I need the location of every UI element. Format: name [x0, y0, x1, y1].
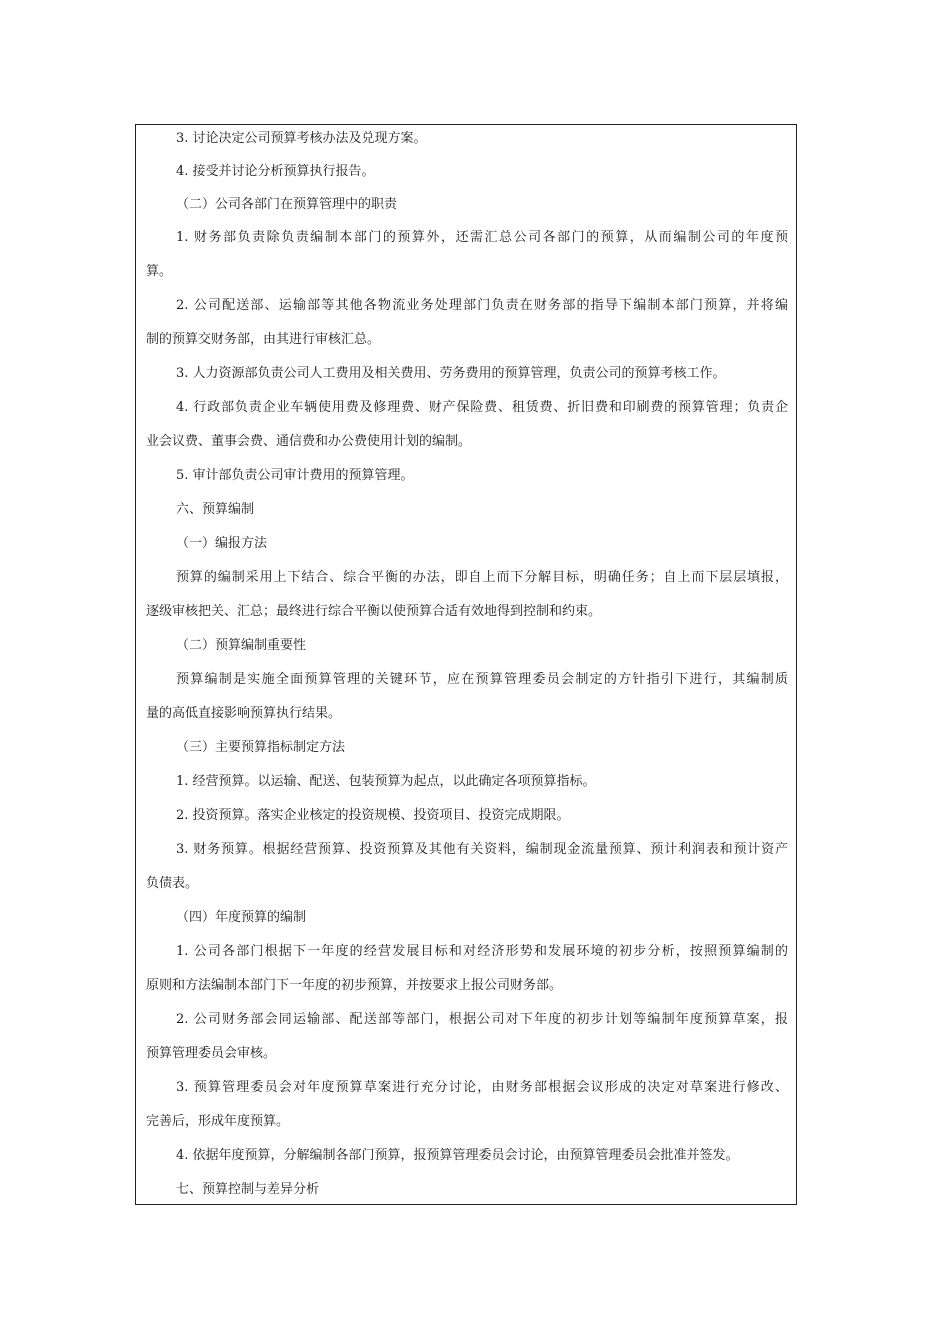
paragraph-continuation-line: 业会议费、董事会费、通信费和办公费使用计划的编制。 [146, 434, 472, 449]
paragraph-line: 六、预算编制 [176, 502, 255, 517]
paragraph-continuation-line: 原则和方法编制本部门下一年度的初步预算，并按要求上报公司财务部。 [146, 978, 563, 993]
paragraph-line: （二）预算编制重要性 [176, 638, 307, 653]
paragraph-line: 七、预算控制与差异分析 [176, 1182, 320, 1197]
paragraph-line: 5. 审计部负责公司审计费用的预算管理。 [176, 468, 414, 483]
paragraph-continuation-line: 制的预算交财务部，由其进行审核汇总。 [146, 332, 381, 347]
paragraph-line: （四）年度预算的编制 [176, 910, 307, 925]
paragraph-line: 1. 公司各部门根据下一年度的经营发展目标和对经济形势和发展环境的初步分析，按照预算编制的 [176, 944, 788, 959]
document-table-frame [135, 124, 797, 1205]
paragraph-continuation-line: 负债表。 [146, 876, 199, 891]
paragraph-line: 3. 预算管理委员会对年度预算草案进行充分讨论，由财务部根据会议形成的决定对草案进行修改、 [176, 1080, 788, 1095]
paragraph-line: 预算编制是实施全面预算管理的关键环节，应在预算管理委员会制定的方针指引下进行，其编制质 [176, 672, 788, 687]
paragraph-line: 1. 财务部负责除负责编制本部门的预算外，还需汇总公司各部门的预算，从而编制公司的年度预 [176, 230, 788, 245]
paragraph-line: （三）主要预算指标制定方法 [176, 740, 346, 755]
paragraph-line: 3. 讨论决定公司预算考核办法及兑现方案。 [176, 131, 427, 146]
paragraph-continuation-line: 完善后，形成年度预算。 [146, 1114, 290, 1129]
paragraph-line: （二）公司各部门在预算管理中的职责 [176, 197, 398, 212]
paragraph-line: （一）编报方法 [176, 536, 268, 551]
paragraph-line: 预算的编制采用上下结合、综合平衡的办法，即自上而下分解目标，明确任务；自上而下层层填报， [176, 570, 788, 585]
paragraph-line: 4. 依据年度预算，分解编制各部门预算，报预算管理委员会讨论，由预算管理委员会批准并签发。 [176, 1148, 739, 1163]
paragraph-line: 3. 人力资源部负责公司人工费用及相关费用、劳务费用的预算管理，负责公司的预算考核工作。 [176, 366, 726, 381]
paragraph-continuation-line: 算。 [146, 264, 173, 279]
paragraph-line: 3. 财务预算。根据经营预算、投资预算及其他有关资料，编制现金流量预算、预计利润表和预计资产 [176, 842, 788, 857]
paragraph-line: 4. 接受并讨论分析预算执行报告。 [176, 164, 375, 179]
paragraph-line: 4. 行政部负责企业车辆使用费及修理费、财产保险费、租赁费、折旧费和印刷费的预算管理；负责企 [176, 400, 788, 415]
paragraph-line: 1. 经营预算。以运输、配送、包装预算为起点，以此确定各项预算指标。 [176, 774, 596, 789]
paragraph-line: 2. 投资预算。落实企业核定的投资规模、投资项目、投资完成期限。 [176, 808, 570, 823]
paragraph-line: 2. 公司财务部会同运输部、配送部等部门，根据公司对下年度的初步计划等编制年度预算草案，报 [176, 1012, 788, 1027]
paragraph-continuation-line: 量的高低直接影响预算执行结果。 [146, 706, 342, 721]
paragraph-line: 2. 公司配送部、运输部等其他各物流业务处理部门负责在财务部的指导下编制本部门预算，并将编 [176, 298, 788, 313]
paragraph-continuation-line: 逐级审核把关、汇总；最终进行综合平衡以使预算合适有效地得到控制和约束。 [146, 604, 602, 619]
paragraph-continuation-line: 预算管理委员会审核。 [146, 1046, 277, 1061]
